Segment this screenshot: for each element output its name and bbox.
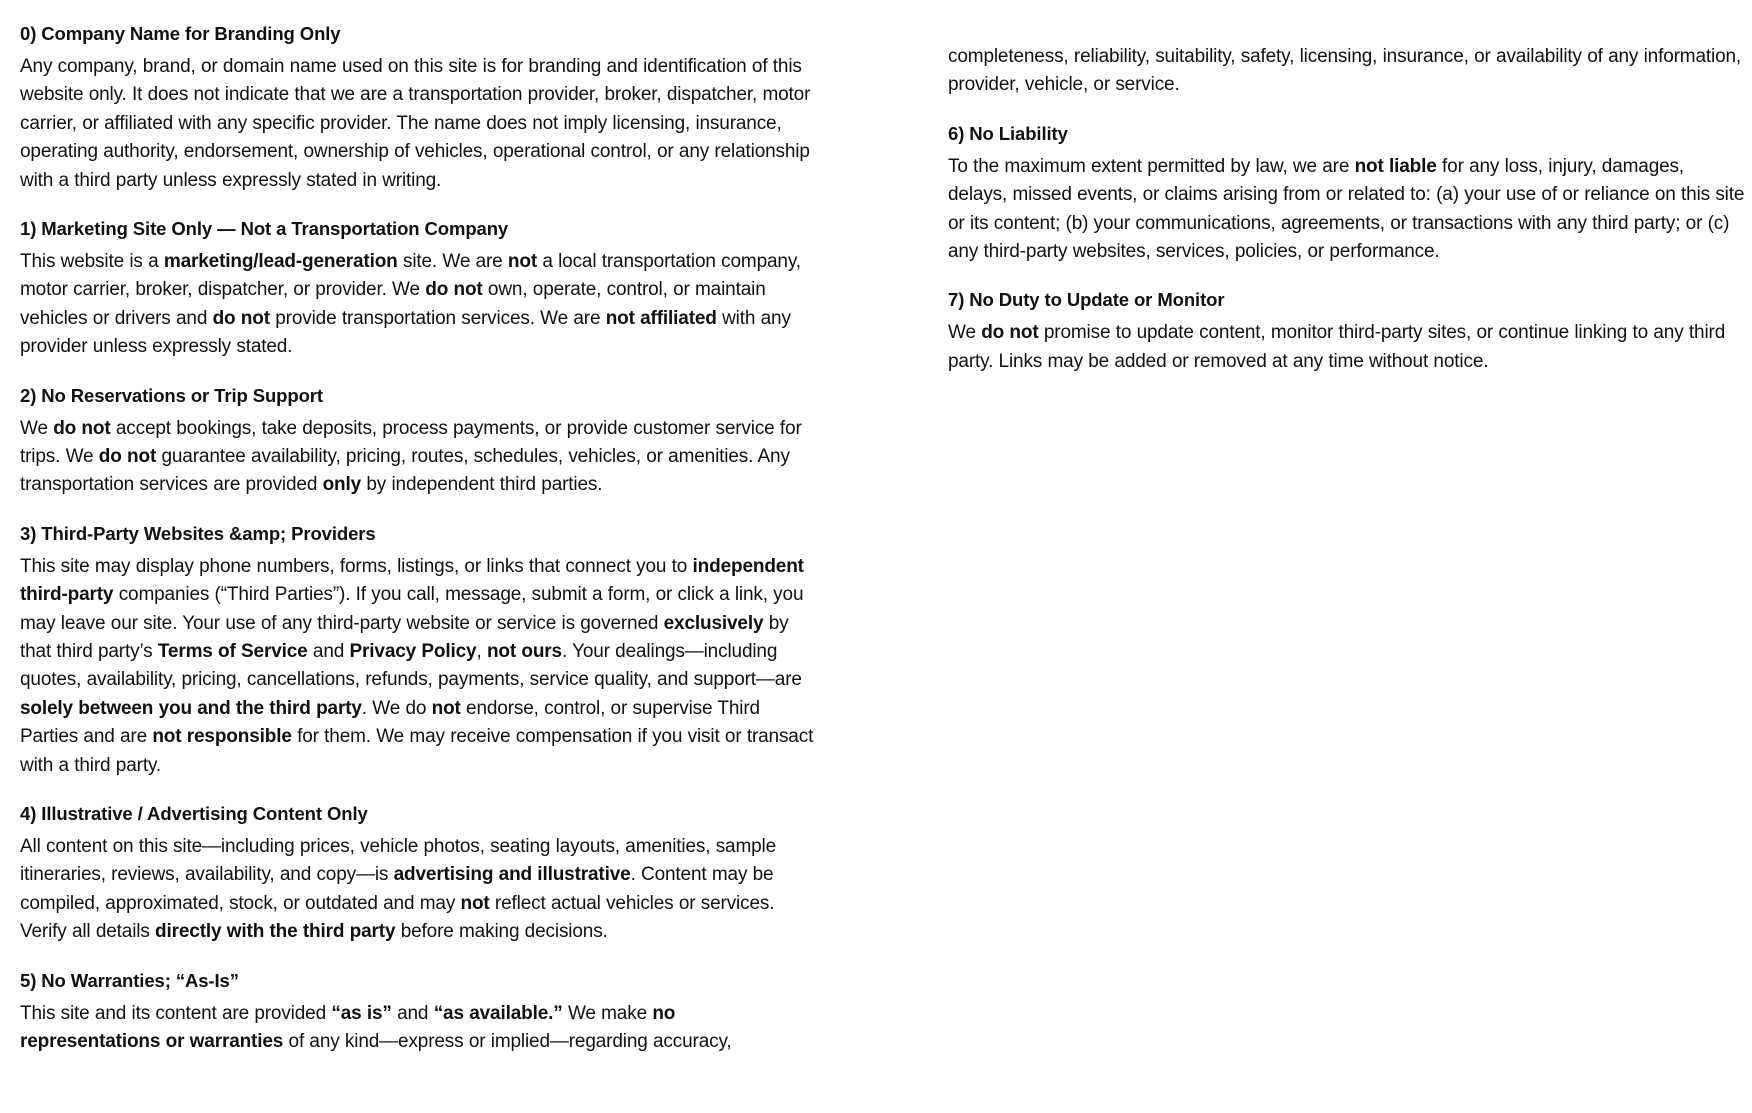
section-body: To the maximum extent permitted by law, we are not liable for any loss, injury, damages, delays, missed events, or claims arising from or related to: (a) your use of or reliance on this site or its content; (b) your communications, agreements, or transactions with any third party; or (c) any third-party websites, services, policies, or performance. [948,155,1745,262]
section-body: This site may display phone numbers, forms, listings, or links that connect you to independent third-party companies (“Third Parties”). If you call, message, submit a form, or click a link, you may leave our site. Your use of any third-party website or service is governed exclusively by that third party’s Terms of Service and Privacy Policy, not ours. Your dealings—including quotes, availability, pricing, cancellations, refunds, payments, service quality, and support—are solely between you and the third party. We do not endorse, control, or supervise Third Parties and are not responsible for them. We may receive compensation if you visit or transact with a third party. [20,555,814,776]
two-column-layout [20,22,1745,1056]
section-heading: 4) Illustrative / Advertising Content Only [20,803,368,824]
section-no-warranties-continued [948,43,1748,100]
section-body: This site and its content are provided “as is” and “as available.” We make no representations or warranties of any kind—express or implied—regarding accuracy, [20,1002,732,1052]
section-no-duty-to-update [948,288,1748,376]
section-no-liability [948,122,1748,267]
section-heading: 1) Marketing Site Only — Not a Transportation Company [20,218,509,239]
section-body: We do not accept bookings, take deposits, process payments, or provide customer service for trips. We do not guarantee availability, pricing, routes, schedules, vehicles, or amenities. Any transportation services are provided only by independent third parties. [20,417,802,496]
section-body: All content on this site—including prices, vehicle photos, seating layouts, amenities, sample itineraries, reviews, availability, and copy—is advertising and illustrative. Content may be compiled, approximated, stock, or outdated and may not reflect actual vehicles or services. Verify all details directly with the third party before making decisions. [20,835,777,943]
section-heading: 3) Third-Party Websites &amp; Providers [20,522,376,544]
section-heading: 7) No Duty to Update or Monitor [948,289,1225,311]
right-column [948,22,1748,376]
section-marketing-site-only [20,217,820,362]
left-column [20,22,820,1056]
section-body: Any company, brand, or domain name used on this site is for branding and identification of this website only. It does not indicate that we are a transportation provider, broker, dispatcher, motor carrier, or affiliated with any specific provider. The name does not imply licensing, insurance, operating authority, endorsement, ownership of vehicles, operational control, or any relationship with a third party unless expressly stated in writing. [20,55,811,191]
section-body: completeness, reliability, suitability, safety, licensing, insurance, or availability of any information, provider, vehicle, or service. [948,46,1742,96]
section-heading: 0) Company Name for Branding Only [20,23,341,44]
section-body: This website is a marketing/lead-generation site. We are not a local transportation company, motor carrier, broker, dispatcher, or provider. We do not own, operate, control, or maintain vehicles or drivers and do not provide transportation services. We are not affiliated with any provider unless expressly stated. [20,250,801,358]
section-heading: 5) No Warranties; “As-Is” [20,969,239,991]
section-heading: 2) No Reservations or Trip Support [20,384,323,406]
section-no-reservations [20,384,820,500]
section-no-warranties [20,969,820,1057]
section-body: We do not promise to update content, monitor third-party sites, or continue linking to any third party. Links may be added or removed at any time without notice. [948,322,1726,372]
section-company-name-branding [20,22,820,195]
section-heading: 6) No Liability [948,122,1068,144]
section-illustrative-content [20,802,820,947]
section-third-party-websites [20,522,820,780]
